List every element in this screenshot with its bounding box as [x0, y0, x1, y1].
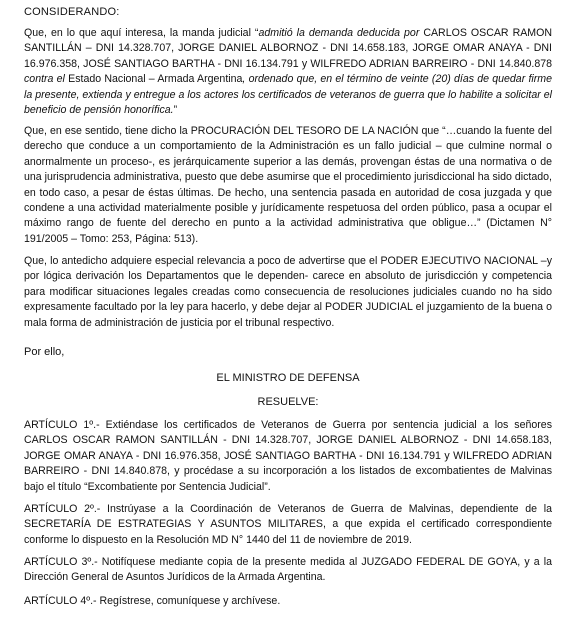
- paragraph-procuracion: Que, en ese sentido, tiene dicho la PROCURACIÓN DEL TESORO DE LA NACIÓN que “…cuando la fuente del derecho que conduce a un comportamiento de la Administración es un fallo judicial – que culmine normal o anormalmente un proceso-, es jerárquicamente superior a las demás, provengan éstas de una normativa o de una jurisprudencia administrativa, puesto que debe asumirse que el procedimiento jurisdiccional ha sido dictado, en todo caso, a pesar de éstas últimas. De hecho, una sentencia pasada en autoridad de cosa juzgada y que condene a una actividad materialmente posible y jurídicamente respetuosa del orden público, pasa a ocupar el máximo rango de fuente del derecho en punto a la actividad administrativa que obligue…” (Dictamen N° 191/2005 – Tomo: 253, Página: 513).: [24, 125, 552, 245]
- considerando-heading: CONSIDERANDO:: [24, 6, 120, 18]
- p1-names: CARLOS OSCAR RAMON SANTILLÁN – DNI 14.328.707, JORGE DANIEL ALBORNOZ - DNI 14.658.183, JORGE OMAR ANAYA - DNI 16.976.358, JOSÉ SANTIAGO BARTHA - DNI 16.134.791 y WILFREDO ADRIAN BARREIRO - DNI 14.840.878: [24, 27, 553, 70]
- articulo-3: ARTÍCULO 3º.- Notifíquese mediante copia de la presente medida al JUZGADO FEDERAL DE GOYA, y a la Dirección General de Asuntos Jurídicos de la Armada Argentina.: [24, 556, 552, 584]
- paragraph-poder-ejecutivo: Que, lo antedicho adquiere especial relevancia a poco de advertirse que el PODER EJECUTIVO NACIONAL –y por lógica derivación los Departamentos que le dependen- carece en absoluto de jurisdicción y competencia para modificar situaciones legales creadas como consecuencia de resoluciones judiciales cuando no ha sido expresamente facultado por la ley para hacerlo, y debe dejar al PODER JUDICIAL el juzgamiento de la buena o mala forma de administración de justicia por el tribunal respectivo.: [24, 255, 552, 329]
- minister-title: EL MINISTRO DE DEFENSA: [216, 372, 360, 384]
- articulo-2: ARTÍCULO 2º.- Instrúyase a la Coordinación de Veteranos de Guerra de Malvinas, dependiente de la SECRETARÍA DE ESTRATEGIAS Y ASUNTOS MILITARES, a que expida el certificado correspondiente conforme lo dispuesto en la Resolución MD N° 1440 del 11 de noviembre de 2019.: [24, 503, 552, 546]
- p1-quote2: contra el: [24, 73, 65, 86]
- articulo-1: ARTÍCULO 1º.- Extiéndase los certificados de Veteranos de Guerra por sentencia judicial a los señores CARLOS OSCAR RAMON SANTILLÁN - DNI 14.328.707, JORGE DANIEL ALBORNOZ - DNI 14.658.183, JORGE OMAR ANAYA - DNI 16.976.358, JOSÉ SANTIAGO BARTHA - DNI 16.134.791 y WILFREDO ADRIAN BARREIRO - DNI 14.840.878, y procédase a su incorporación a los listados de excombatientes de Malvinas bajo el título “Excombatiente por Sentencia Judicial”.: [24, 419, 552, 493]
- p1-middle: Estado Nacional – Armada Argentina: [64, 73, 243, 86]
- p1-tail: ”: [173, 104, 178, 117]
- paragraph-manda-judicial: [24, 26, 552, 118]
- resuelve-heading: RESUELVE:: [257, 396, 319, 408]
- por-ello-text: Por ello,: [24, 346, 65, 358]
- p1-quote3: , ordenado que, en el término de veinte (20) días de quedar firme la presente, extienda y entregue a los actores los certificados de veteranos de guerra que lo habilite a solicitar el beneficio de pensión honorífica.: [24, 73, 552, 117]
- p1-quote: admitió la demanda deducida por: [258, 27, 420, 39]
- articulo-4: ARTÍCULO 4º.- Regístrese, comuníquese y archívese.: [24, 595, 281, 607]
- p1-lead: Que, en lo que aquí interesa, la manda judicial “: [24, 27, 259, 39]
